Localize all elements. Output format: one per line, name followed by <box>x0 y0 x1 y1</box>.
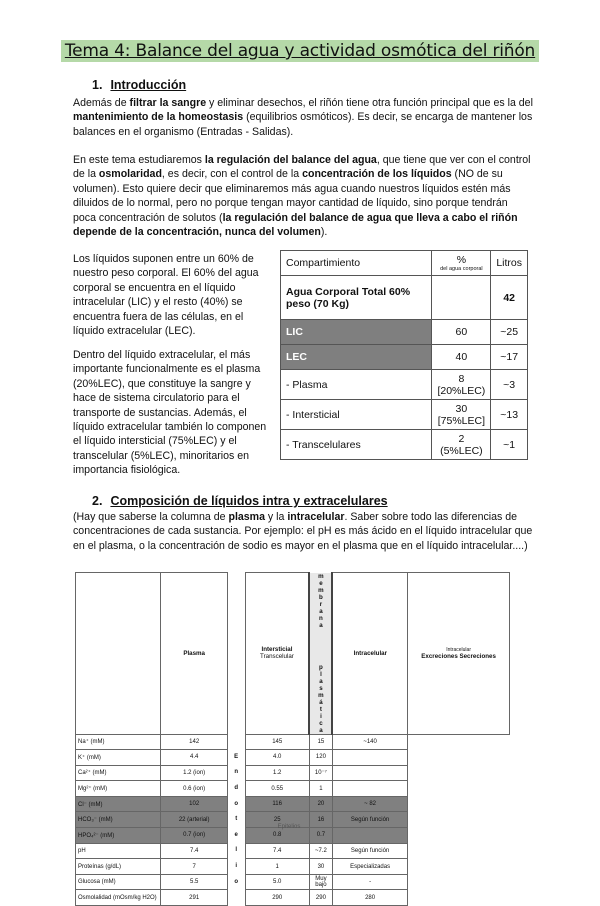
comp-header-plasma: Plasma <box>161 573 227 735</box>
row-transcelulares-litros: ~1 <box>491 430 528 460</box>
endotelio-letter: n <box>227 765 245 781</box>
comp-cell-exc: 280 <box>332 890 407 906</box>
intro-paragraph-1 <box>73 96 533 139</box>
intro1-b: filtrar la sangre <box>129 97 207 109</box>
comp-cell-plasma: 0.7 (ion) <box>161 828 227 844</box>
row-transcelulares-name: - Transcelulares <box>281 430 432 460</box>
comp-cell-inter: 116 <box>245 796 309 812</box>
comp-cell-name: Proteínas (g/dL) <box>76 859 161 875</box>
endotelio-letter <box>227 890 245 906</box>
composition-row <box>76 750 510 766</box>
endotelio-letter: t <box>227 812 245 828</box>
intro-paragraph-2 <box>73 153 533 239</box>
intro1-d: mantenimiento de la homeostasis <box>73 111 244 124</box>
intro1-c: y eliminar desechos, el riñón tiene otra función principal que es la del <box>206 97 533 109</box>
vert-endotelio-top <box>227 573 245 735</box>
section2-title: Composición de líquidos intra y extracelulares <box>110 494 388 508</box>
row-intersticial-name: - Intersticial <box>281 400 432 430</box>
header-compartimiento: Compartimiento <box>281 251 432 276</box>
comp-header-intra: Intracelular <box>332 573 407 735</box>
intro2-b: la regulación del balance del agua <box>204 154 377 166</box>
row-transcelulares-pct-val: 2 <box>458 432 465 445</box>
comp-cell-inter: 0.55 <box>245 781 309 797</box>
composition-row <box>76 796 510 812</box>
section1-num: 1. <box>92 78 103 92</box>
comp-cell-exc: ~140 <box>332 734 407 750</box>
comp-cell-name: Osmolalidad (mOsm/kg H2O) <box>76 890 161 906</box>
row-lic-pct: 60 <box>432 320 491 345</box>
row-total-name: Agua Corporal Total 60% peso (70 Kg) <box>281 276 432 320</box>
comp-cell-exc: Según función <box>332 812 407 828</box>
endotelio-letter: E <box>227 750 245 766</box>
endotelio-letter: o <box>227 796 245 812</box>
row-intersticial-litros: ~13 <box>491 400 528 430</box>
section1-title: Introducción <box>110 78 187 92</box>
title-wrap <box>0 40 600 62</box>
comp-cell-inter: 25 <box>245 812 309 828</box>
s2intro-a: (Hay que saberse la columna de <box>73 511 229 523</box>
row-intersticial <box>281 400 528 430</box>
comp-cell-intra: ~7.2 <box>309 843 332 859</box>
row-plasma-pct <box>432 370 491 400</box>
comp-cell-name: Mg²⁺ (mM) <box>76 781 161 797</box>
comp-cell-name: Na⁺ (mM) <box>76 734 161 750</box>
comp-cell-exc <box>332 765 407 781</box>
row-total-litros: 42 <box>491 276 528 320</box>
section2-num: 2. <box>92 494 103 508</box>
row-lec <box>281 345 528 370</box>
comp-cell-plasma: 7.4 <box>161 843 227 859</box>
endotelio-letter: o <box>227 874 245 890</box>
comp-cell-exc: - <box>332 874 407 890</box>
comp-cell-intra: 290 <box>309 890 332 906</box>
header-percent-sub: del agua corporal <box>440 266 483 272</box>
section2-paragraph <box>73 510 533 553</box>
comp-cell-name: HCO₃⁻ (mM) <box>76 812 161 828</box>
endotelio-letter: e <box>227 828 245 844</box>
side-paragraph-1: Los líquidos suponen entre un 60% de nuestro peso corporal. El 60% del agua corporal se encuentra en el líquido intracelular (LIC) y el resto (40%) se encuentra fuera de las células, en el líquido extracelular (LEC). <box>73 253 259 338</box>
comp-cell-name: Cl⁻ (mM) <box>76 796 161 812</box>
composition-row <box>76 734 510 750</box>
composition-header-row <box>76 573 510 735</box>
comp-header-exc-top: Intracelular <box>446 647 471 654</box>
composition-table <box>75 572 510 906</box>
intro2-h: la regulación del balance de agua que lleva a cabo el riñón depende de la concentración, nunca del volumen <box>73 211 518 239</box>
comp-cell-plasma: 102 <box>161 796 227 812</box>
intro2-d: osmolaridad <box>98 168 162 181</box>
comp-cell-inter: 145 <box>245 734 309 750</box>
row-plasma-litros: ~3 <box>491 370 528 400</box>
compartment-table <box>280 250 528 460</box>
comp-header-blank <box>76 573 161 735</box>
row-lic-name: LIC <box>281 320 432 345</box>
row-transcelulares-pct <box>432 430 491 460</box>
comp-cell-inter: 290 <box>245 890 309 906</box>
comp-cell-name: pH <box>76 843 161 859</box>
comp-cell-intra: 10⁻⁷ <box>309 765 332 781</box>
header-litros: Litros <box>491 251 528 276</box>
row-total-pct <box>432 276 491 320</box>
comp-cell-inter: 7.4 <box>245 843 309 859</box>
row-transcelulares-pct-sub: (5%LEC) <box>440 444 483 457</box>
comp-cell-inter: 0.8 <box>245 828 309 844</box>
intro2-c: , que tiene que ver con el control de la <box>73 154 531 181</box>
row-lic-litros: ~25 <box>491 320 528 345</box>
comp-cell-name: Ca²⁺ (mM) <box>76 765 161 781</box>
comp-cell-plasma: 291 <box>161 890 227 906</box>
comp-cell-exc <box>332 750 407 766</box>
side-paragraph-2: Dentro del líquido extracelular, el más importante funcionalmente es el plasma (20%LEC), que constituye la sangre y hace de sistema circulatorio para el transporte de sustancias. Además, el líquido extracelular también lo componen el líquido intersticial (75%LEC) y el transcelular (5%LEC), minoritarios en importancia fisiológica. <box>73 349 267 477</box>
membrana-label: m e m b r a n a p l a s m á t i c a <box>318 572 324 734</box>
composition-row <box>76 874 510 890</box>
s2intro-c: y la <box>264 511 288 523</box>
comp-cell-plasma: 1.2 (ion) <box>161 765 227 781</box>
comp-cell-exc: Especializadas <box>332 859 407 875</box>
comp-header-exc <box>408 573 510 735</box>
row-plasma-pct-val: 8 <box>458 372 465 385</box>
section1-heading <box>92 78 186 92</box>
composition-row <box>76 859 510 875</box>
page-title: Tema 4: Balance del agua y actividad osmótica del riñón <box>61 40 539 62</box>
row-total <box>281 276 528 320</box>
header-percent <box>432 251 491 276</box>
composition-row <box>76 765 510 781</box>
comp-cell-inter: 4.0 <box>245 750 309 766</box>
comp-cell-plasma: 7 <box>161 859 227 875</box>
endotelio-letter: i <box>227 859 245 875</box>
composition-row <box>76 890 510 906</box>
row-lec-name: LEC <box>281 345 432 370</box>
comp-cell-plasma: 4.4 <box>161 750 227 766</box>
comp-cell-intra: 1 <box>309 781 332 797</box>
comp-cell-plasma: 22 (arterial) <box>161 812 227 828</box>
comp-cell-inter: 1.2 <box>245 765 309 781</box>
comp-cell-inter: 5.0 <box>245 874 309 890</box>
row-plasma-name: - Plasma <box>281 370 432 400</box>
intro2-f: concentración de los líquidos <box>302 168 452 181</box>
endotelio-letter <box>227 734 245 750</box>
row-transcelulares <box>281 430 528 460</box>
compartment-header-row <box>281 251 528 276</box>
comp-header-inter-sub: Transcelular <box>260 653 294 661</box>
comp-cell-plasma: 142 <box>161 734 227 750</box>
comp-cell-name: K⁺ (mM) <box>76 750 161 766</box>
intro2-i: ). <box>320 226 328 239</box>
epitelios-label: Epitelios <box>277 824 301 830</box>
intro2-g: (NO de su volumen). Esto quiere decir que eliminaremos más agua cuando nuestros líquidos estén más diluidos de lo normal, pero no porque tengan mayor cantidad de líquido, sino porque tendrán poca concentración de solutos ( <box>73 168 511 224</box>
section2-heading <box>92 494 388 508</box>
comp-cell-intra: 20 <box>309 796 332 812</box>
row-lec-litros: ~17 <box>491 345 528 370</box>
comp-header-inter <box>245 573 309 735</box>
row-lic <box>281 320 528 345</box>
comp-cell-intra: Muy bajo <box>309 874 332 890</box>
comp-header-inter-label: Intersticial <box>261 646 293 654</box>
vert-membrana <box>309 573 332 735</box>
comp-cell-exc <box>332 781 407 797</box>
comp-cell-plasma: 5.5 <box>161 874 227 890</box>
s2intro-d: intracelular <box>287 511 345 523</box>
intro2-e: , es decir, con el control de la <box>161 168 303 181</box>
row-lec-pct: 40 <box>432 345 491 370</box>
comp-cell-exc: ~ 82 <box>332 796 407 812</box>
comp-cell-intra: 120 <box>309 750 332 766</box>
endotelio-letter: d <box>227 781 245 797</box>
comp-cell-intra: 0.7 <box>309 828 332 844</box>
comp-cell-name: HPO₄²⁻ (mM) <box>76 828 161 844</box>
comp-cell-inter: 1 <box>245 859 309 875</box>
composition-row <box>76 781 510 797</box>
composition-row <box>76 843 510 859</box>
comp-cell-name: Glucosa (mM) <box>76 874 161 890</box>
comp-cell-intra: 16 <box>309 812 332 828</box>
composition-table-wrap <box>75 572 510 901</box>
header-percent-label: % <box>456 254 467 266</box>
comp-cell-plasma: 0.6 (ion) <box>161 781 227 797</box>
comp-cell-exc <box>332 828 407 844</box>
row-intersticial-pct-sub: [75%LEC] <box>437 414 486 427</box>
row-intersticial-pct <box>432 400 491 430</box>
comp-cell-intra: 15 <box>309 734 332 750</box>
comp-header-exc-label: Excreciones Secreciones <box>421 653 496 661</box>
comp-cell-intra: 30 <box>309 859 332 875</box>
intro1-a: Además de <box>73 97 130 109</box>
row-plasma <box>281 370 528 400</box>
comp-cell-exc: Según función <box>332 843 407 859</box>
row-intersticial-pct-val: 30 <box>455 402 468 415</box>
row-plasma-pct-sub: [20%LEC) <box>437 384 486 397</box>
s2intro-b: plasma <box>228 511 265 523</box>
endotelio-letter: l <box>227 843 245 859</box>
s2intro-e: . Saber sobre todo las diferencias de concentraciones de cada sustancia. Por ejemplo: el pH es más ácido en el líquido intracelular que en el plasma, o la concentración de sodio es mayor en el plasma que en el líquido intracelular....) <box>73 511 533 552</box>
intro1-e: (equilibrios osmóticos). Es decir, se encarga de mantener los balances en el organismo (Entradas - Salidas). <box>73 111 533 138</box>
intro2-a: En este tema estudiaremos <box>73 154 205 166</box>
